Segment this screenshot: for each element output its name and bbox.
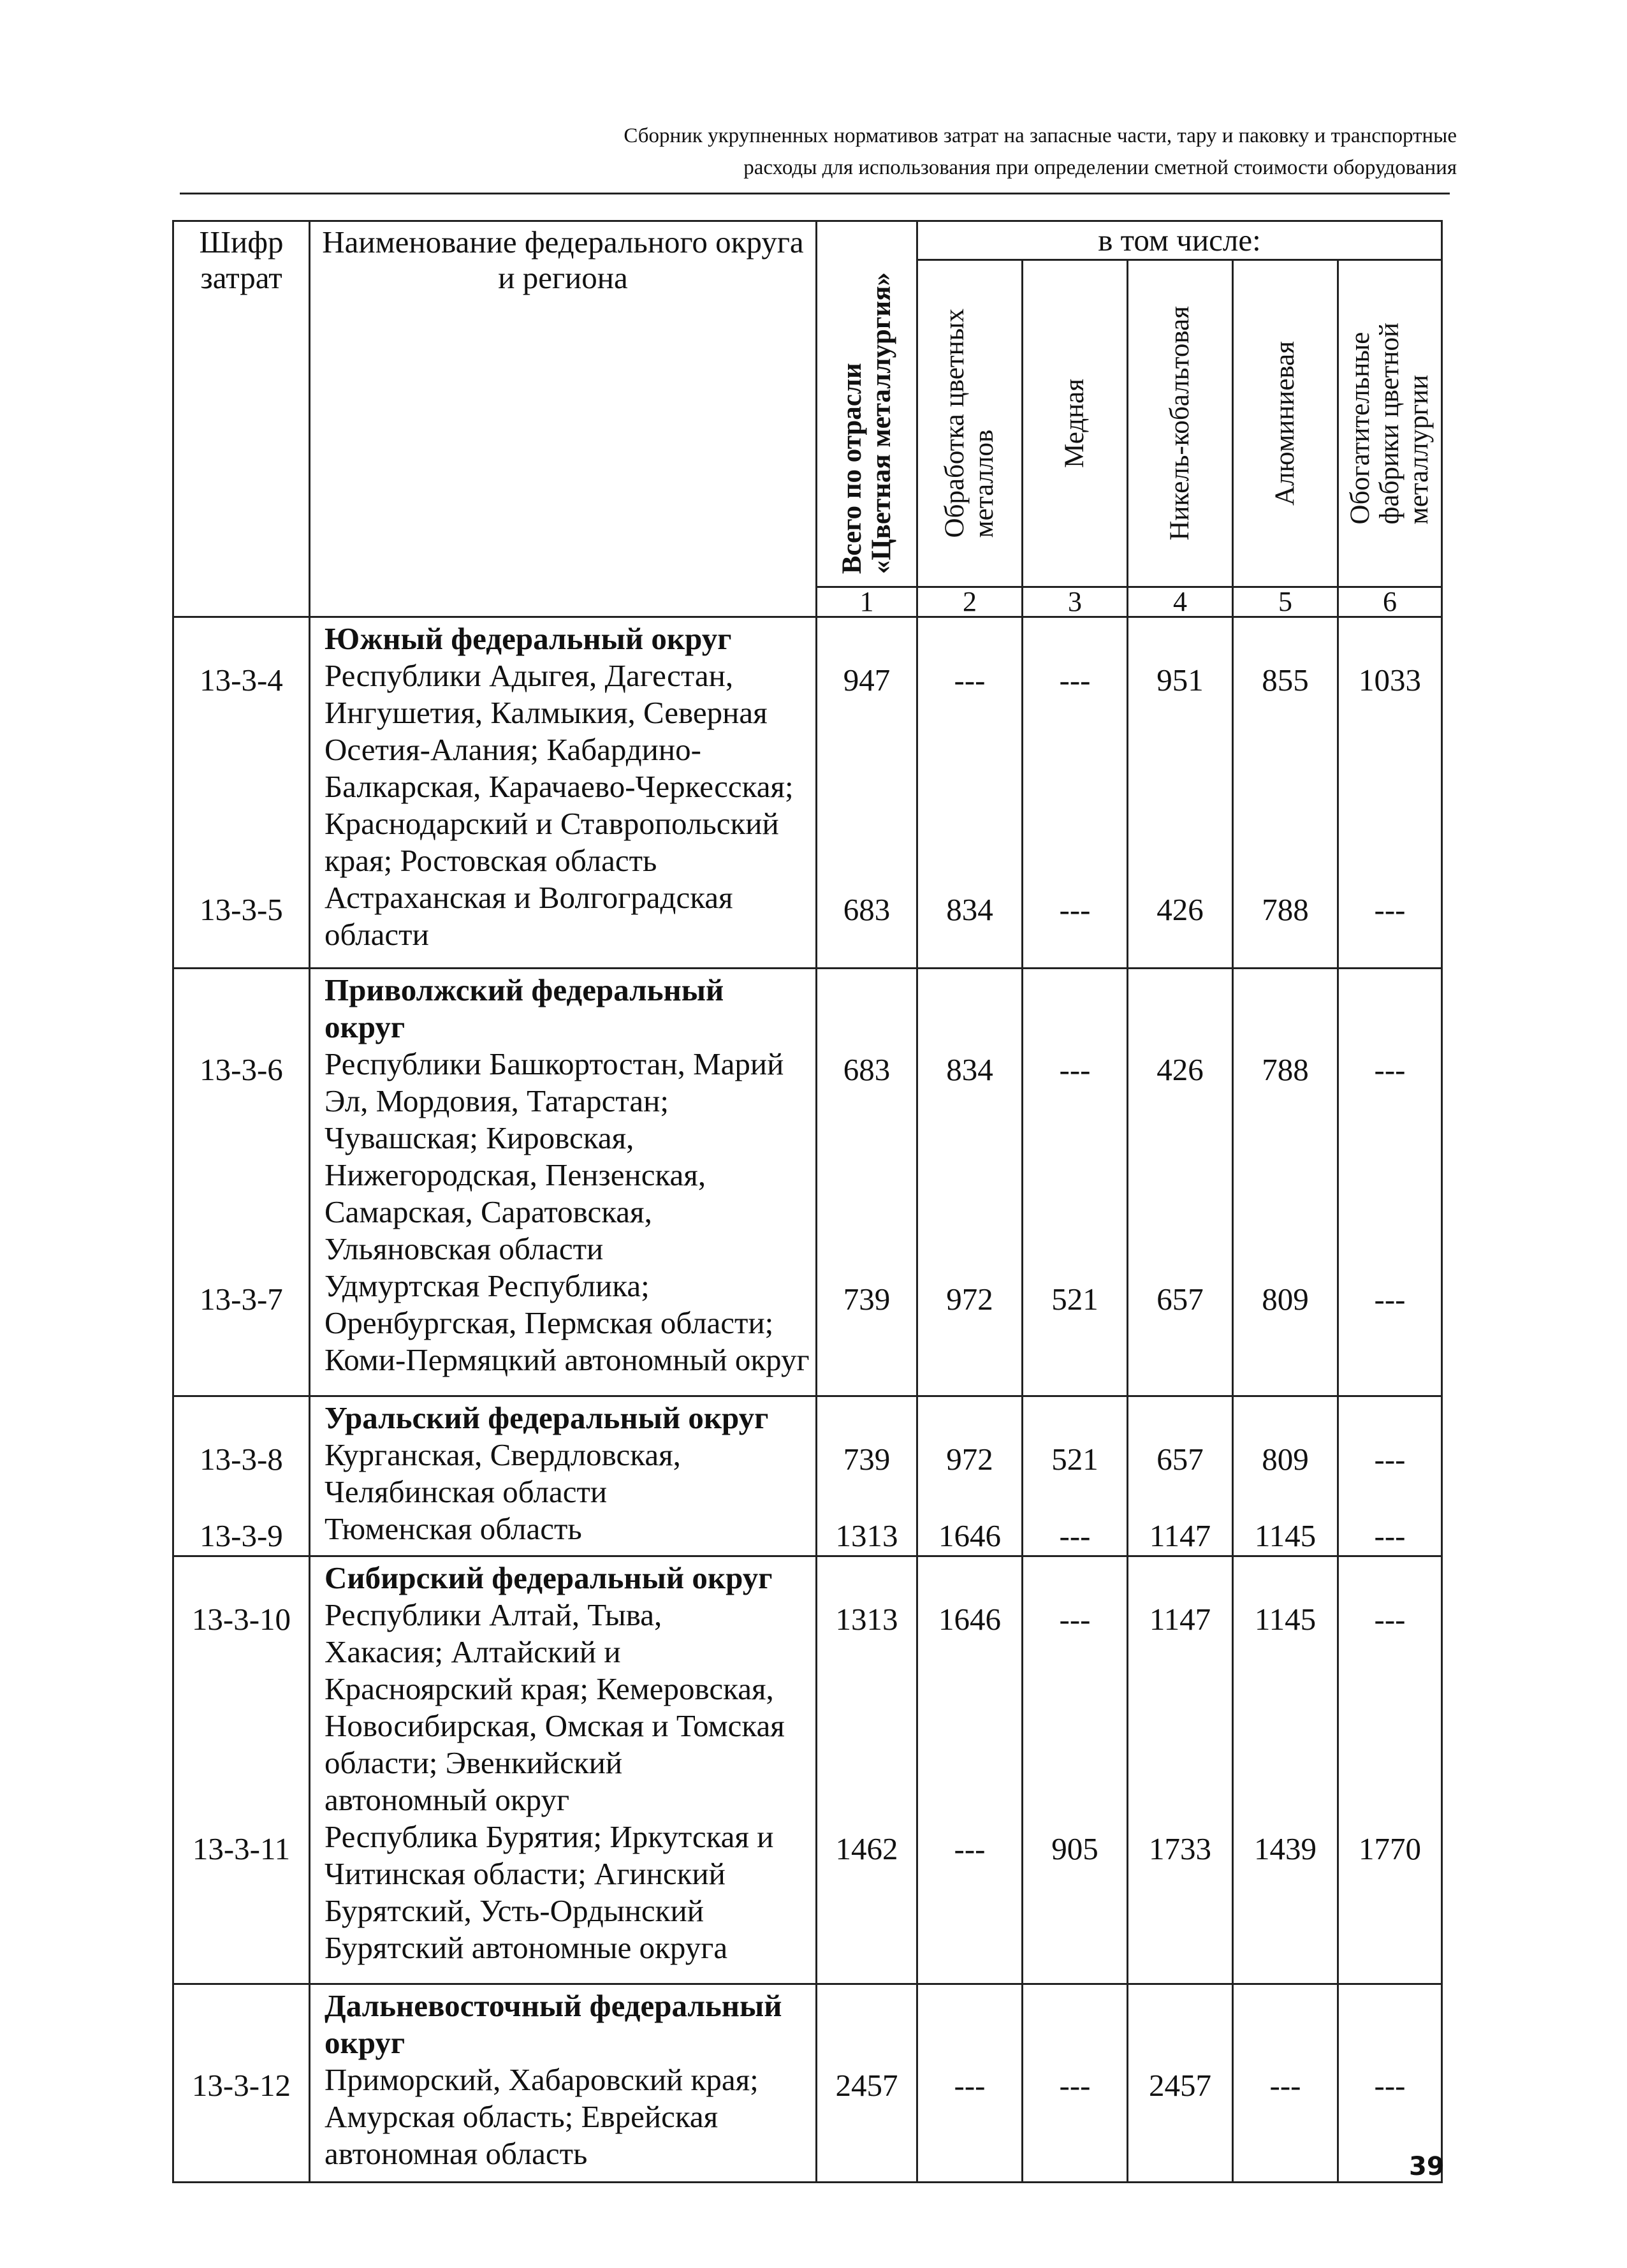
header-col-2: Обработка цветных металлов <box>917 260 1023 587</box>
region-name-line: Осетия-Алания; Кабардино- <box>325 732 701 767</box>
section-title: Дальневосточный федеральный округ <box>325 1988 782 2060</box>
region-name-line: Курганская, Свердловская, <box>325 1437 681 1472</box>
value-cell <box>917 617 1023 969</box>
header-line-2: расходы для использования при определении сметной стоимости оборудования <box>743 156 1457 179</box>
region-name-line: области; Эвенкийский <box>325 1745 623 1780</box>
header-col-5: Алюминиевая <box>1233 260 1338 587</box>
region-name-line: Тюменская область <box>325 1511 582 1546</box>
region-name-line: Краснодарский и Ставропольский <box>325 806 779 841</box>
region-name-line: Ингушетия, Калмыкия, Северная <box>325 695 768 730</box>
column-number: 1 <box>817 587 917 617</box>
row-value: 657 <box>1156 1442 1204 1477</box>
section-block <box>173 617 1442 969</box>
row-value: 834 <box>946 892 993 927</box>
row-value: --- <box>1059 662 1091 698</box>
header-code: Шифр затрат <box>173 221 310 617</box>
header-col-4: Никель-кобальтовая <box>1128 260 1233 587</box>
cost-table <box>172 220 1443 2183</box>
value-cell <box>1338 1396 1442 1556</box>
region-name-line: Ульяновская области <box>325 1231 604 1266</box>
value-cell <box>1023 617 1128 969</box>
row-code: 13-3-10 <box>191 1602 291 1637</box>
section-block <box>173 1556 1442 1984</box>
row-value: 1147 <box>1149 1602 1211 1637</box>
name-cell <box>310 1396 817 1556</box>
value-cell <box>917 1984 1023 2183</box>
value-cell <box>1128 1556 1233 1984</box>
row-value: 972 <box>946 1282 993 1317</box>
row-value: --- <box>1374 2068 1406 2103</box>
row-value: 809 <box>1262 1442 1309 1477</box>
value-cell <box>1128 969 1233 1396</box>
row-value: 426 <box>1156 1052 1204 1087</box>
column-number: 5 <box>1233 587 1338 617</box>
row-value: --- <box>1374 892 1406 927</box>
row-value: 1733 <box>1149 1831 1211 1866</box>
row-value: 788 <box>1262 892 1309 927</box>
value-cell <box>817 1396 917 1556</box>
row-value: 834 <box>946 1052 993 1087</box>
row-value: 809 <box>1262 1282 1309 1317</box>
code-cell <box>173 969 310 1396</box>
value-cell <box>817 617 917 969</box>
section-block <box>173 1396 1442 1556</box>
row-value: 1313 <box>835 1518 898 1553</box>
region-name-line: автономная область <box>325 2136 588 2171</box>
row-value: 1646 <box>938 1602 1001 1637</box>
row-value: --- <box>1374 1518 1406 1553</box>
value-cell <box>1023 1984 1128 2183</box>
header-total-text: Всего по отрасли «Цветная металлургия» <box>836 272 896 574</box>
section-block <box>173 969 1442 1396</box>
row-value: 739 <box>843 1442 891 1477</box>
value-cell <box>1128 617 1233 969</box>
header-line-1: Сборник укрупненных нормативов затрат на запасные части, тару и паковку и транспортные <box>624 124 1457 147</box>
row-value: 1147 <box>1149 1518 1211 1553</box>
value-cell <box>1128 1984 1233 2183</box>
row-value: 1646 <box>938 1518 1001 1553</box>
row-code: 13-3-4 <box>200 662 283 698</box>
column-number: 3 <box>1023 587 1128 617</box>
region-name-line: Удмуртская Республика; <box>325 1268 650 1303</box>
region-name-line: области <box>325 917 429 952</box>
column-number: 6 <box>1338 587 1442 617</box>
header-total <box>817 221 917 587</box>
value-cell <box>1233 1396 1338 1556</box>
value-cell <box>1233 1984 1338 2183</box>
region-name-line: Эл, Мордовия, Татарстан; <box>325 1083 669 1118</box>
region-name-line: Нижегородская, Пензенская, <box>325 1157 706 1192</box>
row-value: 739 <box>843 1282 891 1317</box>
region-name-line: Новосибирская, Омская и Томская <box>325 1708 785 1743</box>
value-cell <box>917 1396 1023 1556</box>
region-name-line: Самарская, Саратовская, <box>325 1194 652 1229</box>
value-cell <box>917 1556 1023 1984</box>
name-cell <box>310 1984 817 2183</box>
region-name-line: Республика Бурятия; Иркутская и <box>325 1819 774 1854</box>
row-value: 683 <box>843 892 891 927</box>
region-name-line: Коми-Пермяцкий автономный округ <box>325 1342 810 1377</box>
section-title: Приволжский федеральный округ <box>325 972 724 1044</box>
code-cell <box>173 1984 310 2183</box>
row-value: --- <box>1374 1052 1406 1087</box>
row-code: 13-3-12 <box>191 2068 291 2103</box>
code-cell <box>173 1556 310 1984</box>
region-name-line: автономный округ <box>325 1782 570 1817</box>
row-value: --- <box>1059 892 1091 927</box>
row-code: 13-3-7 <box>200 1282 283 1317</box>
region-name-line: Чувашская; Кировская, <box>325 1120 634 1155</box>
region-name-line: Красноярский края; Кемеровская, <box>325 1671 774 1706</box>
name-cell <box>310 969 817 1396</box>
row-value: 521 <box>1051 1442 1098 1477</box>
value-cell <box>817 1984 917 2183</box>
section-title: Южный федеральный округ <box>325 621 732 656</box>
row-value: 947 <box>843 662 891 698</box>
region-name-line: Бурятский автономные округа <box>325 1930 728 1965</box>
region-name-line: Республики Адыгея, Дагестан, <box>325 658 734 693</box>
row-value: --- <box>1374 1282 1406 1317</box>
region-name-line: Читинская области; Агинский <box>325 1856 726 1891</box>
value-cell <box>817 1556 917 1984</box>
row-value: --- <box>1059 1518 1091 1553</box>
value-cell <box>1338 617 1442 969</box>
region-name-line: края; Ростовская область <box>325 843 657 878</box>
row-value: 855 <box>1262 662 1309 698</box>
header-col-3: Медная <box>1023 260 1128 587</box>
value-cell <box>917 969 1023 1396</box>
region-name-line: Челябинская области <box>325 1474 608 1509</box>
section-block <box>173 1984 1442 2183</box>
row-value: 1462 <box>835 1831 898 1866</box>
row-code: 13-3-8 <box>200 1442 283 1477</box>
table-body <box>173 617 1442 2183</box>
value-cell <box>817 969 917 1396</box>
name-cell <box>310 617 817 969</box>
header-col-6: Обогатительные фабрики цветной металлургии <box>1338 260 1442 587</box>
row-value: 657 <box>1156 1282 1204 1317</box>
header-including: в том числе: <box>917 221 1442 260</box>
value-cell <box>1023 969 1128 1396</box>
row-value: --- <box>954 1831 986 1866</box>
row-value: --- <box>954 662 986 698</box>
row-value: 1439 <box>1254 1831 1317 1866</box>
region-name-line: Хакасия; Алтайский и <box>325 1634 621 1669</box>
row-value: 788 <box>1262 1052 1309 1087</box>
region-name-line: Балкарская, Карачаево-Черкесская; <box>325 769 794 804</box>
value-cell <box>1023 1556 1128 1984</box>
row-value: --- <box>1269 2068 1301 2103</box>
row-value: 1145 <box>1254 1602 1317 1637</box>
region-name-line: Республики Алтай, Тыва, <box>325 1597 662 1632</box>
column-number: 2 <box>917 587 1023 617</box>
section-title: Уральский федеральный округ <box>325 1400 769 1435</box>
row-value: 2457 <box>835 2068 898 2103</box>
code-cell <box>173 1396 310 1556</box>
value-cell <box>1233 969 1338 1396</box>
value-cell <box>1338 1556 1442 1984</box>
row-code: 13-3-11 <box>192 1831 291 1866</box>
region-name-line: Приморский, Хабаровский края; <box>325 2062 759 2097</box>
row-value: 972 <box>946 1442 993 1477</box>
row-value: 426 <box>1156 892 1204 927</box>
page-number: 39 <box>1409 2152 1445 2181</box>
value-cell <box>1338 969 1442 1396</box>
value-cell <box>1233 617 1338 969</box>
region-name-line: Амурская область; Еврейская <box>325 2099 719 2134</box>
code-cell <box>173 617 310 969</box>
region-name-line: Оренбургская, Пермская области; <box>325 1305 774 1340</box>
section-title: Сибирский федеральный округ <box>325 1560 773 1595</box>
row-code: 13-3-6 <box>200 1052 283 1087</box>
row-value: --- <box>1374 1602 1406 1637</box>
row-value: --- <box>1059 1602 1091 1637</box>
row-value: 1033 <box>1359 662 1421 698</box>
header-rule <box>180 193 1450 194</box>
row-value: 1145 <box>1254 1518 1317 1553</box>
row-value: 2457 <box>1149 2068 1211 2103</box>
row-value: 1770 <box>1359 1831 1421 1866</box>
region-name-line: Бурятский, Усть-Ордынский <box>325 1893 704 1928</box>
row-code: 13-3-5 <box>200 892 283 927</box>
name-cell <box>310 1556 817 1984</box>
header-name: Наименование федерального округа и региона <box>310 221 817 617</box>
row-value: --- <box>954 2068 986 2103</box>
row-value: --- <box>1059 2068 1091 2103</box>
row-value: 951 <box>1156 662 1204 698</box>
value-cell <box>1023 1396 1128 1556</box>
region-name-line: Республики Башкортостан, Марий <box>325 1046 784 1081</box>
value-cell <box>1233 1556 1338 1984</box>
row-value: 521 <box>1051 1282 1098 1317</box>
region-name-line: Астраханская и Волгоградская <box>325 880 733 915</box>
row-value: --- <box>1059 1052 1091 1087</box>
row-value: --- <box>1374 1442 1406 1477</box>
value-cell <box>1128 1396 1233 1556</box>
row-value: 683 <box>843 1052 891 1087</box>
row-code: 13-3-9 <box>200 1518 283 1553</box>
row-value: 1313 <box>835 1602 898 1637</box>
row-value: 905 <box>1051 1831 1098 1866</box>
document-header <box>191 120 1457 184</box>
column-number: 4 <box>1128 587 1233 617</box>
